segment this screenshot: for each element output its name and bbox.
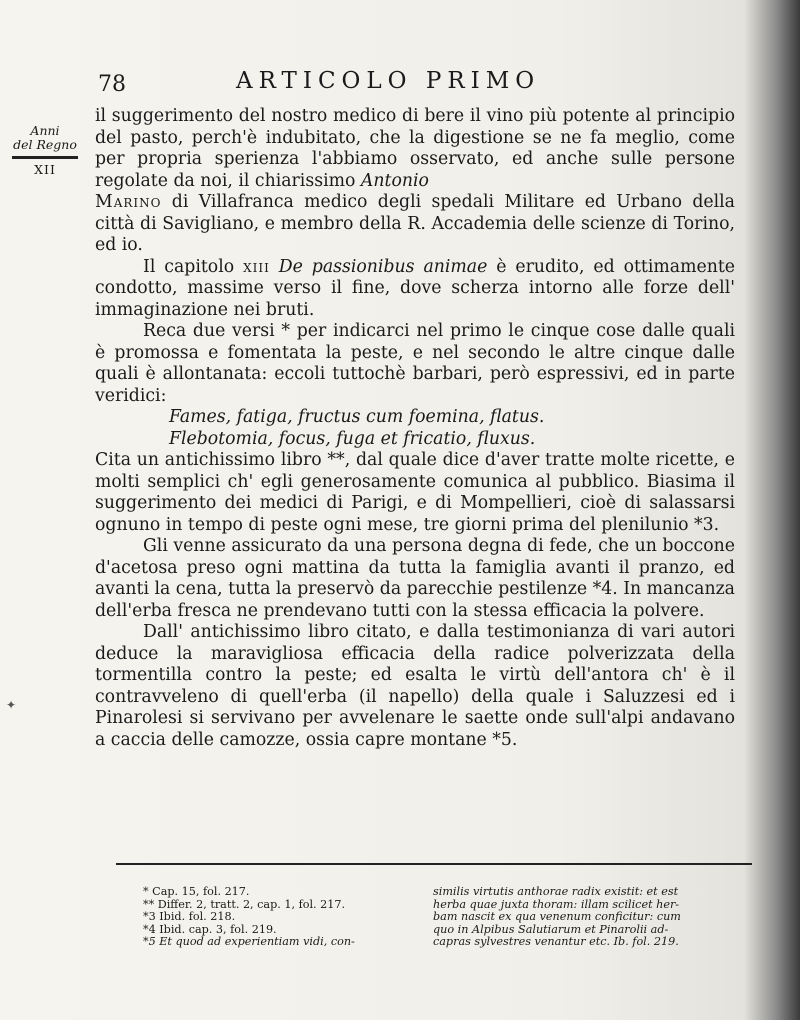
footnote-5: *5 Et quod ad experientiam vidi, con- xyxy=(143,935,355,949)
paragraph-6: Dall' antichissimo libro citato, e dalla testimonianza di vari autori deduce la maravigliosa efficacia della radice polverizzata della tormentilla contro la peste; ed esalta le virtù dell'antora ch' è il contravveleno di quell'erba (il napello) della quale i Saluzzesi ed i Pinarolesi si servivano per avvelenare le saette onde sull'alpi andavano a caccia delle camozze, ossia capre montane *5. xyxy=(95,622,735,750)
paragraph-2: Il capitolo xiii De passionibus animae è erudito, ed ottimamente condotto, massime verso il fine, dove scherza intorno alle forze dell' immaginazione nei bruti. xyxy=(95,256,736,320)
chapter-title: De passionibus animae xyxy=(278,256,488,277)
paragraph-3: Reca due versi * per indicarci nel primo le cinque cose dalle quali è promossa e fomentata la peste, e nel secondo le altre cinque dalle quali è allontanata: eccoli tuttochè barbari, però espressivi, ed in parte veridici: xyxy=(95,321,735,406)
running-head: ARTICOLO PRIMO xyxy=(236,68,541,94)
paragraph-4: Cita un antichissimo libro **, dal quale dice d'aver tratte molte ricette, e molti semplici ch' egli generosamente comunica al pubblico. Biasima il suggerimento dei medici di Parigi, e di Mompellieri, cioè di salassarsi ognuno in tempo di peste ogni mese, tre giorni prima del plenilunio *3. xyxy=(95,450,735,535)
margin-year: XII xyxy=(34,162,56,177)
paragraph-1: il suggerimento del nostro medico di bere il vino più potente al principio del pasto, perch'è indubitato, che la digestione se ne fa meglio, come per propria sperienza l'abbiamo osservato, ed anche sulle persone regolate da noi, il chiarissimo Antonio Marino di Villafranca medico degli spedali Militare ed Urbano della città di Savigliano, e membro della R. Accademia delle scienze di Torino, ed io. xyxy=(95,106,735,255)
footnotes-left-column xyxy=(143,886,405,949)
page-header xyxy=(0,64,800,104)
footnote-5-cont-4: quo in Alpibus Salutiarum et Pinarolii ad- xyxy=(433,922,669,936)
margin-rule xyxy=(12,156,78,159)
paragraph-5: Gli venne assicurato da una persona degna di fede, che un boccone d'acetosa preso ogni mattina da tutta la famiglia avanti il pranzo, ed avanti la cena, tutta la preservò da parecchie pestilenze *4. In mancanza dell'erba fresca ne prendevano tutti con la stessa efficacia la polvere. xyxy=(95,536,735,621)
margin-regno: del Regno xyxy=(13,137,77,152)
verse-line-2: Flebotomia, focus, fuga et fricatio, fluxus. xyxy=(169,428,536,449)
footnote-5-cont-3: bam nascit ex qua venenum conficitur: cum xyxy=(433,910,681,924)
verse-line-1: Fames, fatiga, fructus cum foemina, flatus. xyxy=(169,407,545,427)
name-antonio: Antonio xyxy=(360,170,429,191)
margin-note xyxy=(6,124,84,177)
main-text xyxy=(95,106,735,751)
footnote-2: ** Differ. 2, tratt. 2, cap. 1, fol. 217. xyxy=(143,897,346,911)
chapter-number: xiii xyxy=(243,256,270,277)
footnote-1: * Cap. 15, fol. 217. xyxy=(143,885,250,898)
footnote-5-cont-1: similis virtutis anthorae radix existit: et est xyxy=(433,885,679,898)
footnote-rule xyxy=(116,863,752,865)
footnote-5-cont-5: capras sylvestres venantur etc. Ib. fol. 219. xyxy=(433,935,679,949)
name-marino: Marino xyxy=(95,192,162,212)
footnotes-right-column xyxy=(433,886,763,949)
footnote-5-cont-2: herba quae juxta thoram: illam scilicet her- xyxy=(433,897,680,911)
margin-anni: Anni xyxy=(30,123,60,138)
footnote-3: *3 Ibid. fol. 218. xyxy=(143,910,236,924)
page-number: 78 xyxy=(98,72,126,97)
footnote-4: *4 Ibid. cap. 3, fol. 219. xyxy=(143,922,277,936)
margin-mark-icon: ✦ xyxy=(6,698,17,712)
